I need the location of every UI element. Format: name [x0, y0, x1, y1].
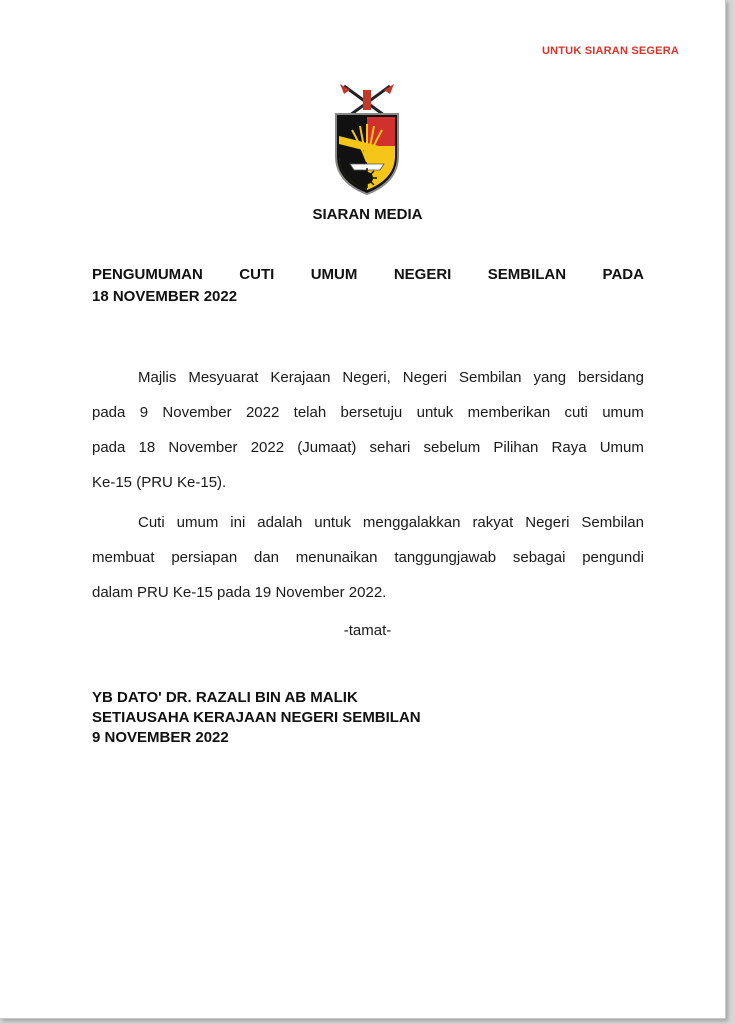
word: 2022 [250, 439, 285, 456]
word: rakyat [472, 514, 514, 531]
signature-block [92, 688, 421, 748]
release-stamp: UNTUK SIARAN SEGERA [541, 45, 679, 57]
document-heading: SIARAN MEDIA [312, 206, 423, 223]
negeri-sembilan-crest-icon [330, 84, 404, 196]
word: Majlis [138, 369, 177, 386]
word: Cuti [138, 514, 165, 531]
word: untuk [416, 404, 454, 421]
signatory-title: SETIAUSAHA KERAJAAN NEGERI SEMBILAN [92, 709, 421, 726]
word: telah [293, 404, 327, 421]
word: yang [533, 369, 567, 386]
subject-word: SEMBILAN [487, 266, 567, 283]
word: pengundi [582, 549, 644, 566]
body-paragraph-1 [92, 360, 644, 500]
word: Sembilan [458, 369, 522, 386]
word: 9 [139, 404, 149, 421]
word: Kerajaan [270, 369, 331, 386]
word: menggalakkan [362, 514, 461, 531]
word: Negeri [525, 514, 570, 531]
word: memberikan [467, 404, 551, 421]
word: tanggungjawab [394, 549, 497, 566]
paragraph-line: dalam PRU Ke-15 pada 19 November 2022. [92, 584, 387, 601]
subject-line-1 [92, 264, 644, 286]
paragraph-line: Ke-15 (PRU Ke-15). [92, 474, 227, 491]
end-mark: -tamat- [343, 622, 392, 639]
word: umum [602, 404, 644, 421]
signatory-name: YB DATO' DR. RAZALI BIN AB MALIK [92, 689, 358, 706]
word: Negeri [402, 369, 447, 386]
subject-word: PENGUMUMAN [92, 266, 203, 283]
subject-word: UMUM [310, 266, 358, 283]
word: bersetuju [340, 404, 403, 421]
word: pada [92, 439, 126, 456]
subject-line-2: 18 NOVEMBER 2022 [92, 288, 238, 305]
word: membuat [92, 549, 155, 566]
paragraph-line [92, 360, 644, 395]
word: (Jumaat) [297, 439, 357, 456]
word: Umum [599, 439, 644, 456]
word: 2022 [245, 404, 280, 421]
word: Sembilan [581, 514, 644, 531]
paragraph-line [92, 430, 644, 465]
word: sehari [369, 439, 411, 456]
paragraph-line [92, 540, 644, 575]
word: bersidang [578, 369, 644, 386]
word: Pilihan [493, 439, 539, 456]
word: pada [92, 404, 126, 421]
word: persiapan [171, 549, 238, 566]
word: Negeri, [342, 369, 391, 386]
word: adalah [257, 514, 303, 531]
word: untuk [314, 514, 351, 531]
word: dan [253, 549, 280, 566]
paragraph-line [92, 505, 644, 540]
body-paragraph-2 [92, 505, 644, 610]
word: ini [230, 514, 246, 531]
subject-word: PADA [602, 266, 644, 283]
subject-word: NEGERI [393, 266, 452, 283]
announcement-subject [92, 264, 644, 308]
word: 18 [138, 439, 156, 456]
word: umum [176, 514, 219, 531]
word: sebelum [423, 439, 481, 456]
word: Raya [551, 439, 587, 456]
signature-date: 9 NOVEMBER 2022 [92, 729, 229, 746]
word: sebagai [512, 549, 566, 566]
word: November [168, 439, 238, 456]
paragraph-line [92, 395, 644, 430]
word: menunaikan [295, 549, 378, 566]
word: cuti [564, 404, 588, 421]
word: November [162, 404, 232, 421]
word: Mesyuarat [188, 369, 259, 386]
subject-word: CUTI [239, 266, 275, 283]
